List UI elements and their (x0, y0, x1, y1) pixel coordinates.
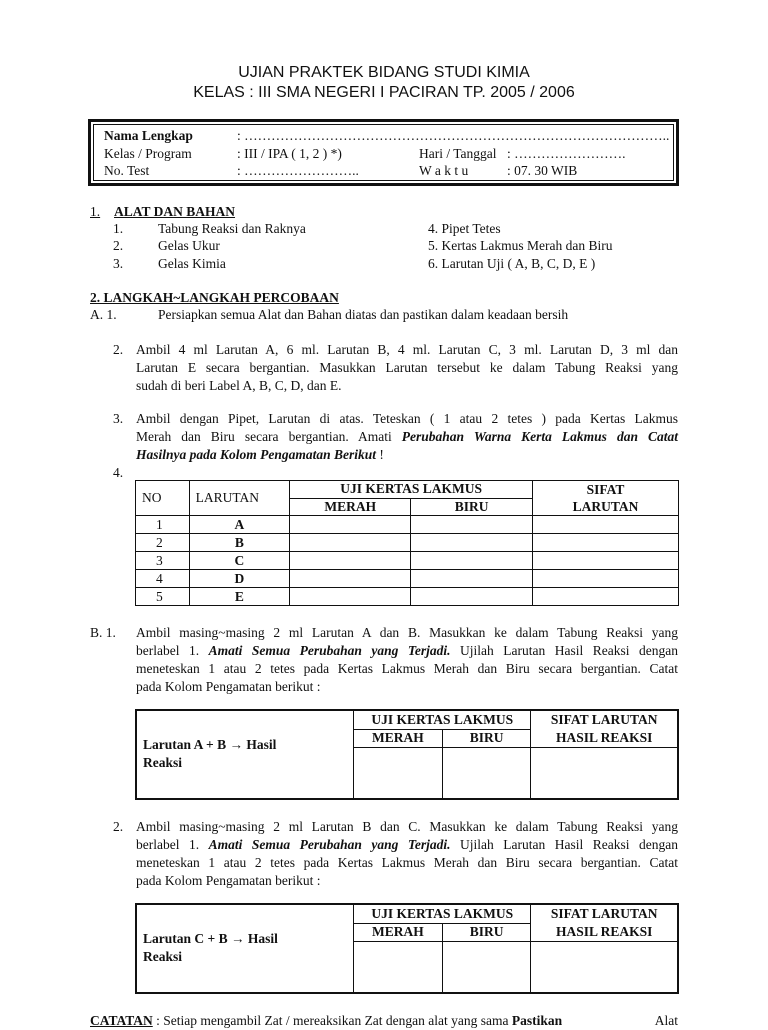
text-line: Ambil masing~masing 2 ml Larutan B dan C. Masukkan ke dalam Tabung Reaksi yang (136, 819, 678, 834)
row-larutan: B (189, 534, 290, 552)
step-a2-number: 2. (113, 342, 124, 357)
step-a2-text (136, 341, 678, 395)
alat-item: Gelas Ukur (158, 238, 220, 253)
text-line: Ambil masing~masing 2 ml Larutan A dan B. Masukkan ke dalam Tabung Reaksi yang (136, 625, 678, 640)
step-b2-text (136, 818, 678, 890)
cell-merah[interactable] (290, 588, 411, 606)
header-line: SIFAT LARUTAN (550, 906, 658, 921)
table-row (136, 534, 679, 552)
catatan-label: CATATAN (90, 1013, 153, 1028)
text-fragment: Alat (654, 1013, 678, 1028)
emphasis-text: Pastikan (511, 1013, 563, 1028)
reaction-cell (136, 904, 354, 993)
observation-table-2 (135, 709, 679, 800)
col-header-biru: BIRU (442, 729, 531, 747)
table-row (136, 516, 679, 534)
emphasis-text: Perubahan Warna Kerta Lakmus dan Catat (401, 429, 679, 444)
row-no: 5 (136, 588, 190, 606)
cell-merah[interactable] (290, 534, 411, 552)
notest-label: No. Test (104, 163, 150, 178)
step-b2-number: 2. (113, 819, 124, 834)
text-line (136, 642, 678, 660)
col-header-merah: MERAH (354, 729, 443, 747)
hari-field[interactable]: : ……………………. (507, 146, 626, 161)
text-line: pada Kolom Pengamatan berikut : (136, 873, 321, 888)
cell-merah[interactable] (290, 516, 411, 534)
text-fragment: Ujilah Larutan Hasil Reaksi dengan (450, 837, 678, 852)
col-header-sifat (531, 710, 678, 748)
cell-biru[interactable] (411, 552, 533, 570)
text-fragment: Merah dan Biru secara bergantian. Amati (136, 429, 402, 444)
text-fragment: berlabel 1. (136, 643, 209, 658)
cell-biru[interactable] (411, 570, 533, 588)
text-line: Ambil dengan Pipet, Larutan di atas. Teteskan ( 1 atau 2 tetes ) pada Kertas Lakmus (136, 411, 678, 426)
notest-field[interactable]: : …………………….. (237, 163, 359, 178)
hari-label: Hari / Tanggal (419, 146, 497, 161)
text-line: Ambil 4 ml Larutan A, 6 ml. Larutan B, 4 ml. Larutan C, 3 ml. Larutan D, 3 ml dan (136, 342, 678, 357)
col-header-merah: MERAH (290, 498, 411, 516)
col-header-biru: BIRU (411, 498, 533, 516)
waktu-label: W a k t u (419, 163, 469, 178)
col-header-merah: MERAH (354, 923, 443, 941)
table-row (136, 570, 679, 588)
text-line (136, 446, 678, 464)
alat-item: 6. Larutan Uji ( A, B, C, D, E ) (428, 256, 596, 271)
part-b-label: B. 1. (90, 625, 116, 640)
row-larutan: E (189, 588, 290, 606)
alat-item-number: 2. (113, 238, 124, 253)
cell-sifat[interactable] (531, 748, 678, 799)
section2-title: 2. LANGKAH~LANGKAH PERCOBAAN (90, 290, 339, 305)
table-row (136, 588, 679, 606)
step-a3-number: 3. (113, 411, 124, 426)
step-a3-text (136, 410, 678, 464)
header-line: HASIL REAKSI (556, 924, 653, 939)
header-line: SIFAT LARUTAN (550, 712, 658, 727)
row-no: 1 (136, 516, 190, 534)
emphasis-text: Amati Semua Perubahan yang Terjadi. (208, 837, 451, 852)
alat-item-number: 3. (113, 256, 124, 271)
col-header-no: NO (136, 481, 190, 516)
kelas-value: : III / IPA ( 1, 2 ) *) (237, 146, 342, 161)
cell-merah[interactable] (290, 570, 411, 588)
header-line: LARUTAN (572, 499, 639, 514)
text-fragment: Ujilah Larutan Hasil Reaksi dengan (450, 643, 678, 658)
row-no: 4 (136, 570, 190, 588)
cell-sifat[interactable] (533, 534, 679, 552)
step-b1-text (136, 624, 678, 696)
row-no: 2 (136, 534, 190, 552)
alat-item: Tabung Reaksi dan Raknya (158, 221, 306, 236)
page-title: UJIAN PRAKTEK BIDANG STUDI KIMIA (238, 64, 530, 81)
kelas-label: Kelas / Program (104, 146, 192, 161)
emphasis-text: Hasilnya pada Kolom Pengamatan Berikut (136, 447, 377, 462)
col-header-uji: UJI KERTAS LAKMUS (354, 710, 531, 729)
text-line: Larutan E secara bergantian. Masukkan Larutan tersebut ke dalam Tabung Reaksi yang (136, 360, 678, 375)
col-header-biru: BIRU (442, 923, 531, 941)
text-fragment: ! (376, 447, 384, 462)
section1-number: 1. (90, 204, 101, 219)
text-fragment: : Setiap mengambil Zat / mereaksikan Zat dengan alat yang sama (152, 1013, 512, 1028)
row-no: 3 (136, 552, 190, 570)
reaction-line: Larutan C + B → Hasil (143, 931, 278, 947)
cell-biru[interactable] (411, 588, 533, 606)
cell-biru[interactable] (442, 748, 531, 799)
cell-merah[interactable] (354, 748, 443, 799)
cell-merah[interactable] (290, 552, 411, 570)
col-header-uji: UJI KERTAS LAKMUS (290, 481, 533, 499)
header-line: SIFAT (586, 482, 625, 497)
table-row (136, 552, 679, 570)
cell-sifat[interactable] (531, 942, 678, 993)
reaction-line: Reaksi (143, 755, 183, 771)
step-a4-number: 4. (113, 465, 124, 480)
alat-item: 5. Kertas Lakmus Merah dan Biru (428, 238, 613, 253)
alat-item: Gelas Kimia (158, 256, 226, 271)
cell-biru[interactable] (411, 534, 533, 552)
text-line: meneteskan 1 atau 2 tetes pada Kertas Lakmus Merah dan Biru secara bergantian. Catat (136, 855, 678, 870)
cell-sifat[interactable] (533, 516, 679, 534)
header-line: HASIL REAKSI (556, 730, 653, 745)
catatan-text (90, 1012, 562, 1030)
cell-biru[interactable] (442, 942, 531, 993)
reaction-line: Reaksi (143, 949, 183, 965)
reaction-cell (136, 710, 354, 799)
alat-item-number: 1. (113, 221, 124, 236)
step-a1-text: Persiapkan semua Alat dan Bahan diatas dan pastikan dalam keadaan bersih (158, 307, 569, 322)
text-line (136, 836, 678, 854)
cell-merah[interactable] (354, 942, 443, 993)
text-line: sudah di beri Label A, B, C, D, dan E. (136, 378, 342, 393)
row-larutan: D (189, 570, 290, 588)
text-line: meneteskan 1 atau 2 tetes pada Kertas Lakmus Merah dan Biru secara bergantian. Catat (136, 661, 678, 676)
page-subtitle: KELAS : III SMA NEGERI I PACIRAN TP. 2005 / 2006 (193, 84, 575, 101)
catatan-note (90, 1012, 678, 1030)
text-fragment: berlabel 1. (136, 837, 209, 852)
col-header-uji: UJI KERTAS LAKMUS (354, 904, 531, 923)
cell-sifat[interactable] (533, 588, 679, 606)
cell-sifat[interactable] (533, 570, 679, 588)
row-larutan: A (189, 516, 290, 534)
observation-table-3 (135, 903, 679, 994)
reaction-line: Larutan A + B → Hasil (143, 737, 277, 753)
observation-table-1 (135, 480, 679, 606)
col-header-sifat (533, 481, 679, 516)
col-header-sifat (531, 904, 678, 942)
emphasis-text: Amati Semua Perubahan yang Terjadi. (208, 643, 451, 658)
nama-label: Nama Lengkap (104, 128, 193, 143)
nama-field[interactable]: : ………………………………………………………………………………….. (237, 128, 670, 143)
waktu-value: : 07. 30 WIB (507, 163, 578, 178)
text-line (136, 428, 678, 446)
col-header-larutan: LARUTAN (189, 481, 290, 516)
cell-biru[interactable] (411, 516, 533, 534)
text-line: pada Kolom Pengamatan berikut : (136, 679, 321, 694)
row-larutan: C (189, 552, 290, 570)
cell-sifat[interactable] (533, 552, 679, 570)
alat-item: 4. Pipet Tetes (428, 221, 501, 236)
section1-title: ALAT DAN BAHAN (114, 204, 236, 219)
part-a-label: A. 1. (90, 307, 117, 322)
